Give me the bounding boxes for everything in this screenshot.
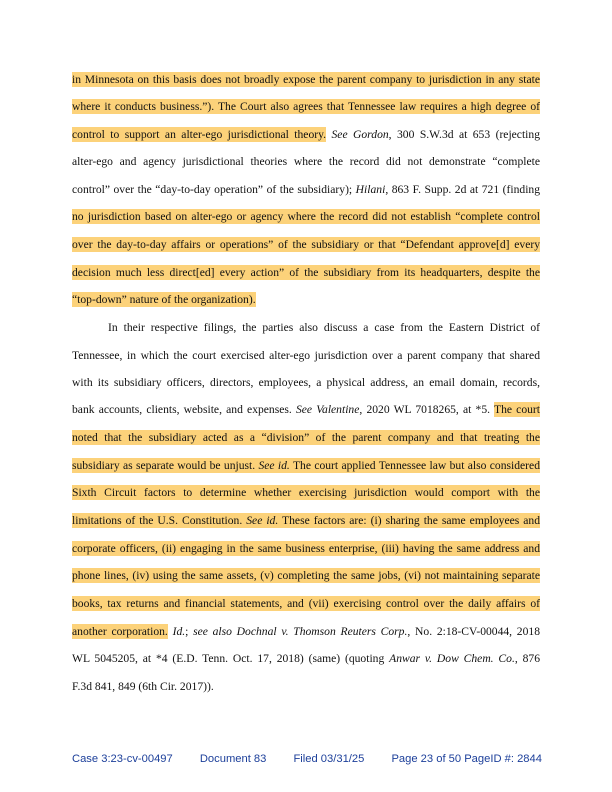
text-run: , No. 2:18-CV-00044, 2018 bbox=[407, 625, 540, 638]
page-footer bbox=[72, 753, 542, 769]
text-run: , 863 F. Supp. 2d at 721 (finding bbox=[385, 183, 541, 196]
text-line bbox=[72, 180, 540, 200]
text-line bbox=[72, 235, 540, 255]
text-line bbox=[72, 290, 540, 310]
text-run: In their respective filings, the parties also discuss a case from the Eastern District of bbox=[108, 321, 540, 334]
text-line bbox=[72, 594, 540, 614]
highlighted-text: The court applied Tennessee law but also considered bbox=[289, 459, 540, 472]
text-line bbox=[72, 622, 540, 642]
text-line bbox=[72, 125, 540, 145]
text-run: with its subsidiary officers, directors, employees, a physical address, an email domain, records, bbox=[72, 376, 540, 389]
footer-filed-date: Filed 03/31/25 bbox=[293, 753, 365, 765]
text-line bbox=[72, 483, 540, 503]
highlighted-text: “top-down” nature of the organization). bbox=[72, 293, 256, 306]
text-run: WL 5045205, at *4 (E.D. Tenn. Oct. 17, 2018) (same) (quoting bbox=[72, 652, 390, 665]
highlighted-text: over the day-to-day affairs or operations” of the subsidiary or that “Defendant approve[d] every bbox=[72, 238, 540, 251]
text-line bbox=[72, 263, 540, 283]
highlighted-text: limitations of the U.S. Constitution. bbox=[72, 514, 247, 527]
highlighted-text: books, tax returns and financial statements, and (vii) exercising control over the daily affairs of bbox=[72, 597, 540, 610]
highlighted-text: in Minnesota on this basis does not broadly expose the parent company to jurisdiction in any state bbox=[72, 73, 540, 86]
highlighted-text: another corporation. bbox=[72, 625, 168, 638]
text-line bbox=[108, 318, 540, 338]
text-run: Tennessee, in which the court exercised alter-ego jurisdiction over a parent company that shared bbox=[72, 349, 540, 362]
highlighted-text: where it conducts business.”). The Court also agrees that Tennessee law requires a high degree of bbox=[72, 100, 540, 113]
highlighted-text: subsidiary as separate would be unjust. bbox=[72, 459, 259, 472]
text-line bbox=[72, 207, 540, 227]
highlighted-text: These factors are: (i) sharing the same employees and bbox=[278, 514, 540, 527]
text-line bbox=[72, 677, 540, 697]
text-line bbox=[72, 511, 540, 531]
text-run: Id. bbox=[172, 625, 186, 638]
highlighted-text: no jurisdiction based on alter-ego or agency where the record did not establish “complete control bbox=[72, 210, 540, 223]
text-line bbox=[72, 400, 540, 420]
text-run: bank accounts, clients, website, and expenses. bbox=[72, 403, 296, 416]
text-run: , 300 S.W.3d at 653 (rejecting bbox=[388, 128, 540, 141]
highlighted-text: noted that the subsidiary acted as a “division” of the parent company and that treating the bbox=[72, 431, 540, 444]
text-run: See Gordon bbox=[331, 128, 389, 141]
text-line bbox=[72, 346, 540, 366]
highlighted-text: corporate officers, (ii) engaging in the same business enterprise, (iii) having the same address and bbox=[72, 542, 540, 555]
highlighted-text: control to support an alter-ego jurisdictional theory. bbox=[72, 128, 327, 141]
highlighted-text: Sixth Circuit factors to determine whether exercising jurisdiction would comport with the bbox=[72, 486, 540, 499]
text-line bbox=[72, 373, 540, 393]
text-run: , 876 bbox=[514, 652, 540, 665]
text-line bbox=[72, 97, 540, 117]
text-line bbox=[72, 566, 540, 586]
text-line bbox=[72, 70, 540, 90]
text-run: ; bbox=[185, 625, 194, 638]
text-run: see also Dochnal v. Thomson Reuters Corp. bbox=[193, 625, 408, 638]
footer-case-number: Case 3:23-cv-00497 bbox=[72, 753, 173, 765]
text-run: Hilani bbox=[355, 183, 386, 196]
text-run: Anwar v. Dow Chem. Co. bbox=[389, 652, 515, 665]
text-run: control” over the “day-to-day operation” of the subsidiary); bbox=[72, 183, 356, 196]
text-line bbox=[72, 152, 540, 172]
footer-page-info: Page 23 of 50 PageID #: 2844 bbox=[391, 753, 542, 765]
highlighted-text: decision much less direct[ed] every action” of the subsidiary from its headquarters, despite the bbox=[72, 266, 540, 279]
text-run: See Valentine bbox=[295, 403, 360, 416]
highlighted-text: See id. bbox=[258, 459, 290, 472]
text-run: alter-ego and agency jurisdictional theories where the record did not demonstrate “complete bbox=[72, 155, 540, 168]
text-line bbox=[72, 649, 540, 669]
highlighted-text: The court bbox=[493, 403, 540, 416]
footer-document-number: Document 83 bbox=[199, 753, 267, 765]
text-run: F.3d 841, 849 (6th Cir. 2017)). bbox=[72, 680, 214, 693]
highlighted-text: phone lines, (iv) using the same assets, (v) completing the same jobs, (vi) not maintaining separate bbox=[72, 569, 540, 582]
text-line bbox=[72, 456, 540, 476]
text-run: , 2020 WL 7018265, at *5. bbox=[359, 403, 494, 416]
highlighted-text: See id. bbox=[246, 514, 279, 527]
text-line bbox=[72, 539, 540, 559]
text-line bbox=[72, 428, 540, 448]
